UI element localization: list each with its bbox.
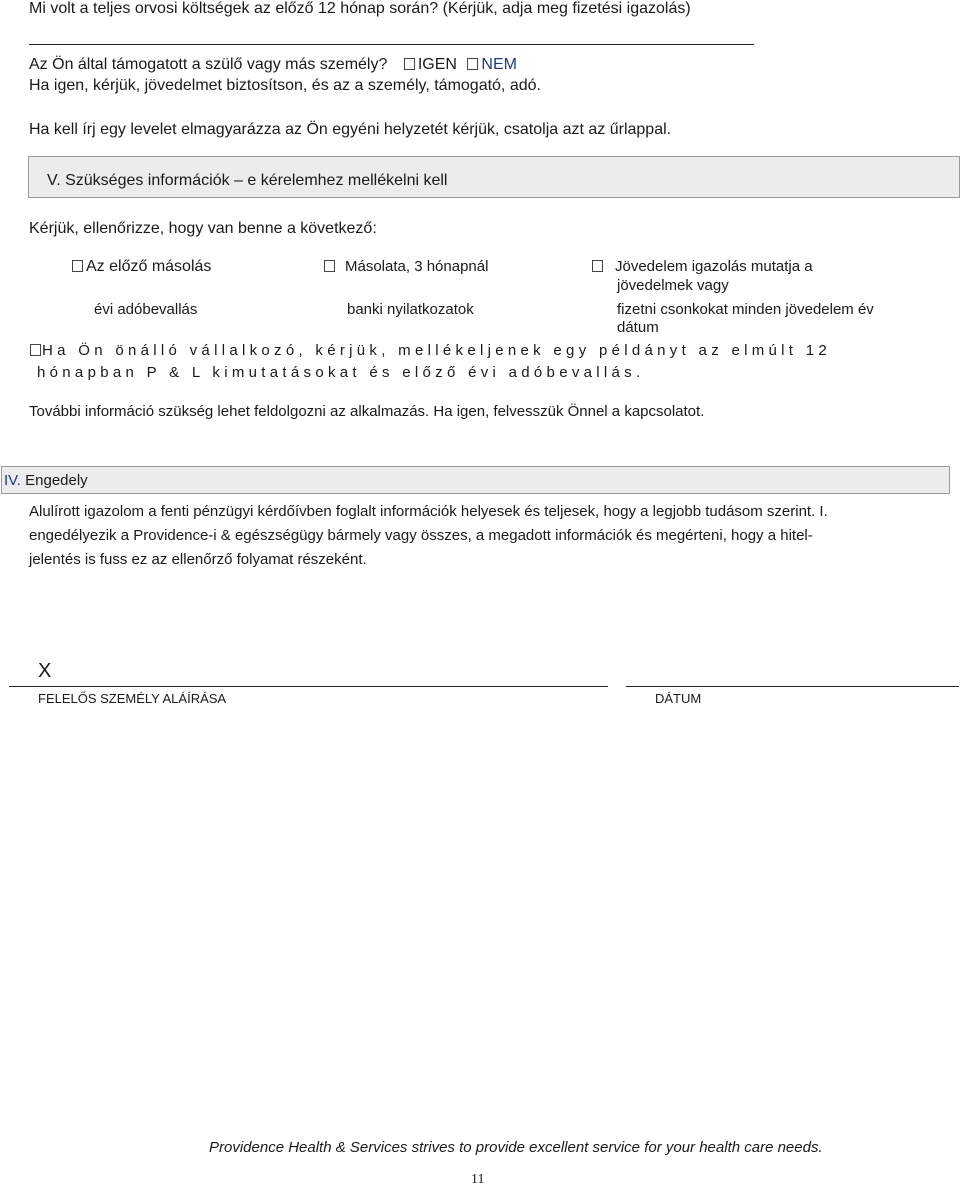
support-question: Az Ön által támogatott a szülő vagy más személy? — [29, 56, 388, 73]
date-line[interactable] — [626, 686, 959, 687]
date-label: DÁTUM — [655, 691, 702, 706]
section-v-title: V. Szükséges információk – e kérelemhez mellékelni kell — [47, 172, 448, 189]
letter-note: Ha kell írj egy levelet elmagyarázza az Ön egyéni helyzetét kérjük, csatolja azt az űrlappal. — [29, 121, 672, 138]
authorization-line-3: jelentés is fuss ez az ellenőrző folyamat részeként. — [29, 551, 367, 568]
section-iv-header — [1, 466, 950, 494]
self-employed-checkbox[interactable] — [30, 344, 41, 356]
tax-return-label-line2: évi adóbevallás — [94, 301, 198, 318]
section-iv-title — [4, 472, 88, 489]
bank-statements-checkbox[interactable] — [324, 260, 335, 272]
no-label: NEM — [481, 56, 517, 73]
tax-return-checkbox[interactable] — [72, 260, 83, 272]
authorization-line-1: Alulírott igazolom a fenti pénzügyi kérdőívben foglalt információk helyesek és teljesek, hogy a legjobb tudásom szerint. I. — [29, 503, 828, 520]
yes-checkbox[interactable] — [404, 58, 415, 70]
signature-line[interactable] — [9, 686, 608, 687]
section-iv-title-text: Engedely — [20, 472, 88, 489]
self-employed-line2: hónapban P & L kimutatásokat és előző évi adóbevallás. — [37, 364, 645, 381]
signature-x-mark: X — [38, 660, 52, 682]
checklist-item-tax-return[interactable] — [72, 258, 211, 276]
income-proof-label-line2b: dátum — [617, 319, 659, 336]
yes-label: IGEN — [417, 56, 457, 73]
section-iv-number: IV. — [4, 472, 21, 489]
signature-label: FELELŐS SZEMÉLY ALÁÍRÁSA — [38, 691, 227, 706]
income-proof-label-line1b: jövedelmek vagy — [617, 277, 729, 294]
checklist-item-income-proof[interactable] — [592, 258, 813, 275]
support-question-row — [29, 56, 517, 74]
income-proof-label: Jövedelem igazolás mutatja a — [615, 258, 813, 275]
no-checkbox[interactable] — [467, 58, 478, 70]
support-income-note: Ha igen, kérjük, jövedelmet biztosítson, és az a személy, támogató, adó. — [29, 77, 541, 94]
more-info-note: További információ szükség lehet feldolgozni az alkalmazás. Ha igen, felvesszük Önnel a kapcsolatot. — [29, 403, 705, 420]
authorization-line-2: engedélyezik a Providence-i & egészségügy bármely vagy összes, a megadott információk és megérteni, hogy a hitel- — [29, 527, 813, 544]
checklist-item-bank-statements[interactable] — [324, 258, 488, 275]
bank-statements-label: Másolata, 3 hónapnál — [345, 258, 489, 275]
income-proof-label-line2: fizetni csonkokat minden jövedelem év — [617, 301, 874, 318]
checklist-item-self-employed[interactable] — [30, 342, 831, 359]
section-v-header — [28, 156, 960, 198]
tax-return-label: Az előző másolás — [86, 258, 212, 275]
footer-text: Providence Health & Services strives to provide excellent service for your health care needs. — [209, 1139, 823, 1156]
medical-costs-question: Mi volt a teljes orvosi költségek az előző 12 hónap során? (Kérjük, adja meg fizetési igazolás) — [29, 0, 691, 17]
medical-costs-answer-line[interactable] — [29, 44, 754, 45]
income-proof-checkbox[interactable] — [592, 260, 603, 272]
section-v-intro: Kérjük, ellenőrizze, hogy van benne a következő: — [29, 220, 377, 237]
self-employed-line1: Ha Ön önálló vállalkozó, kérjük, mellékeljenek egy példányt az elmúlt 12 — [42, 342, 832, 359]
bank-statements-label-line2: banki nyilatkozatok — [347, 301, 474, 318]
page-number: 11 — [471, 1172, 485, 1187]
